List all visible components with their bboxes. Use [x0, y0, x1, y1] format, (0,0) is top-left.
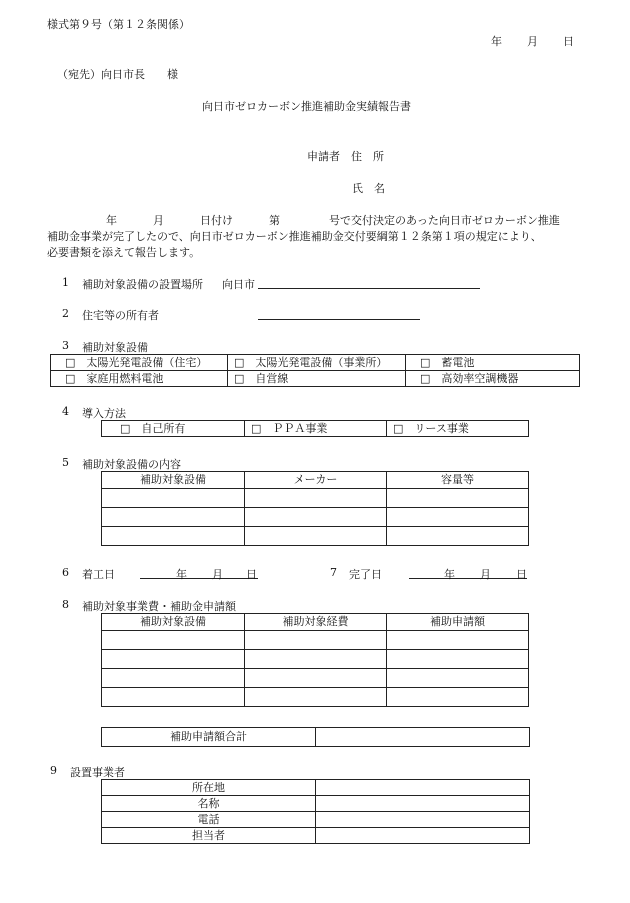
- contractor-name-label: 名称: [102, 796, 316, 812]
- sec8-number: 8: [62, 598, 69, 611]
- contractor-contact-label: 担当者: [102, 828, 316, 844]
- sec6-label: 着工日: [82, 568, 115, 581]
- sec2-label: 住宅等の所有者: [82, 309, 159, 322]
- sec1-label: 補助対象設備の設置場所: [82, 278, 203, 291]
- sec1-underline: [258, 288, 480, 289]
- option-solar-business[interactable]: □ 太陽光発電設備（事業所）: [228, 355, 406, 371]
- option-private-line[interactable]: □ 自営線: [228, 371, 406, 387]
- equipment-options-table: [50, 354, 580, 387]
- table-row: [102, 527, 529, 546]
- header-request-amount: 補助申請額: [387, 614, 529, 631]
- sec7-label: 完了日: [349, 568, 382, 581]
- header-maker: メーカー: [245, 472, 387, 489]
- sec6-number: 6: [62, 566, 69, 579]
- option-hvac[interactable]: □ 高効率空調機器: [406, 371, 580, 387]
- total-value-cell[interactable]: [316, 728, 530, 747]
- applicant-name-label: 氏 名: [352, 182, 385, 195]
- intro-no: 第: [269, 214, 280, 227]
- table-row: [102, 688, 529, 707]
- date-day: 日: [563, 35, 574, 48]
- contractor-table: [101, 779, 530, 844]
- end-day: 日: [516, 568, 527, 581]
- table-row: [102, 650, 529, 669]
- intro-date: 日付け: [200, 214, 233, 227]
- sec1-prefix: 向日市: [222, 278, 255, 291]
- header-cost-amount: 補助対象経費: [245, 614, 387, 631]
- total-table: [101, 727, 530, 747]
- sec5-label: 補助対象設備の内容: [82, 458, 181, 471]
- start-date-underline: [140, 578, 258, 579]
- total-label: 補助申請額合計: [102, 728, 316, 747]
- form-number: 様式第９号（第１２条関係）: [47, 18, 190, 31]
- sec3-label: 補助対象設備: [82, 341, 148, 354]
- option-solar-residential[interactable]: □ 太陽光発電設備（住宅）: [51, 355, 228, 371]
- option-self-owned[interactable]: □ 自己所有: [102, 421, 245, 437]
- option-lease[interactable]: □ リース事業: [387, 421, 529, 437]
- header-capacity: 容量等: [387, 472, 529, 489]
- table-row: [102, 508, 529, 527]
- sec1-number: 1: [62, 276, 69, 289]
- start-day: 日: [246, 568, 257, 581]
- sec9-number: 9: [50, 764, 57, 777]
- end-date-underline: [409, 578, 527, 579]
- sec8-label: 補助対象事業費・補助金申請額: [82, 600, 236, 613]
- contractor-phone-label: 電話: [102, 812, 316, 828]
- method-options-table: [101, 420, 529, 437]
- table-row: [102, 631, 529, 650]
- date-month: 月: [527, 35, 538, 48]
- cost-table: [101, 613, 529, 707]
- sec7-number: 7: [330, 566, 337, 579]
- sec2-underline: [258, 319, 420, 320]
- option-ppa[interactable]: □ ＰＰＡ事業: [245, 421, 387, 437]
- date-year: 年: [491, 35, 502, 48]
- end-month: 月: [480, 568, 491, 581]
- option-fuel-cell[interactable]: □ 家庭用燃料電池: [51, 371, 228, 387]
- sec5-number: 5: [62, 456, 69, 469]
- start-year: 年: [176, 568, 187, 581]
- sec9-label: 設置事業者: [70, 766, 125, 779]
- applicant-address-label: 申請者 住 所: [307, 150, 384, 163]
- equipment-content-table: [101, 471, 529, 546]
- sec3-number: 3: [62, 339, 69, 352]
- intro-month: 月: [153, 214, 164, 227]
- table-row: [102, 669, 529, 688]
- sec4-number: 4: [62, 405, 69, 418]
- table-row: [102, 489, 529, 508]
- contractor-address-label: 所在地: [102, 780, 316, 796]
- intro-line1-rest: 号で交付決定のあった向日市ゼロカーボン推進: [329, 214, 560, 227]
- sec2-number: 2: [62, 307, 69, 320]
- intro-line3: 必要書類を添えて報告します。: [47, 246, 201, 259]
- option-battery[interactable]: □ 蓄電池: [406, 355, 580, 371]
- start-month: 月: [212, 568, 223, 581]
- sec4-label: 導入方法: [82, 407, 126, 420]
- addressee: （宛先）向日市長 様: [57, 68, 178, 81]
- end-year: 年: [444, 568, 455, 581]
- intro-year: 年: [106, 214, 117, 227]
- header-equipment: 補助対象設備: [102, 472, 245, 489]
- intro-line2: 補助金事業が完了したので、向日市ゼロカーボン推進補助金交付要綱第１２条第１項の規定により、: [47, 230, 542, 243]
- document-title: 向日市ゼロカーボン推進補助金実績報告書: [202, 100, 411, 113]
- header-cost-equipment: 補助対象設備: [102, 614, 245, 631]
